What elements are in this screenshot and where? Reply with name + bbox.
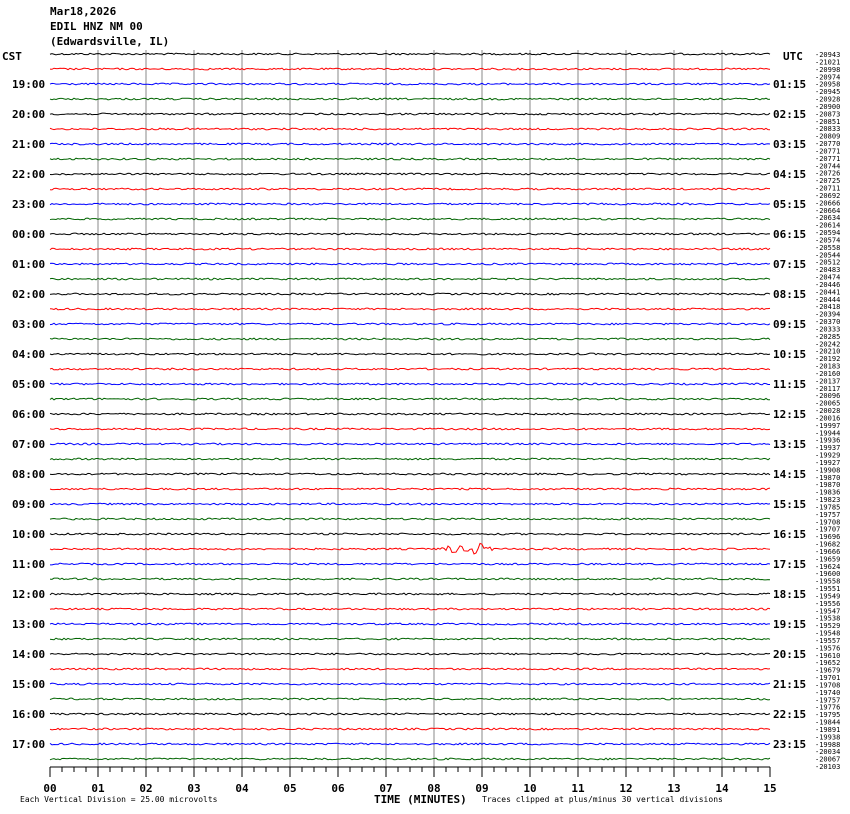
- left-time-label: 11:00: [12, 558, 46, 571]
- trace-offset-label: -20851: [815, 117, 841, 126]
- trace-offset-label: -20183: [815, 362, 841, 371]
- trace-offset-label: -20444: [815, 295, 841, 304]
- right-time-label: 13:15: [773, 438, 807, 451]
- trace-offset-label: -19997: [815, 421, 841, 430]
- x-tick-label: 02: [139, 782, 153, 795]
- trace-line: [50, 503, 770, 505]
- left-time-label: 09:00: [12, 498, 46, 511]
- trace-offset-label: -19927: [815, 458, 841, 467]
- trace-offset-label: -20034: [815, 748, 841, 757]
- right-time-label: 18:15: [773, 588, 807, 601]
- right-time-label: 08:15: [773, 288, 807, 301]
- x-tick-label: 15: [763, 782, 777, 795]
- trace-line: [50, 428, 770, 430]
- trace-offset-label: -20192: [815, 355, 841, 364]
- trace-offset-label: -19836: [815, 488, 841, 497]
- right-time-label: 16:15: [773, 528, 807, 541]
- trace-offset-label: -19785: [815, 503, 841, 512]
- trace-offset-label: -20974: [815, 73, 841, 82]
- right-time-label: 15:15: [773, 498, 807, 511]
- trace-offset-label: -20594: [815, 229, 841, 237]
- trace-offset-label: -20809: [815, 132, 841, 141]
- trace-line: [50, 128, 770, 130]
- trace-line: [50, 368, 770, 370]
- location-label: (Edwardsville, IL): [50, 35, 170, 48]
- trace-line: [50, 743, 770, 745]
- left-time-label: 06:00: [12, 408, 46, 421]
- trace-offset-label: -19538: [815, 614, 841, 623]
- scale-note: Each Vertical Division = 25.00 microvolts: [20, 795, 218, 804]
- right-time-label: 09:15: [773, 318, 807, 331]
- left-time-label: 12:00: [12, 588, 46, 601]
- trace-offset-label: -20483: [815, 266, 841, 275]
- right-time-label: 01:15: [773, 78, 807, 91]
- trace-line: [50, 668, 770, 670]
- trace-line: [50, 203, 770, 205]
- trace-offset-label: -20065: [815, 399, 841, 408]
- left-time-label: 01:00: [12, 258, 46, 271]
- right-time-labels: [773, 78, 806, 751]
- trace-offset-label: -19908: [815, 466, 841, 475]
- trace-offset-label: -19548: [815, 629, 841, 638]
- trace-offset-label: -19929: [815, 451, 841, 460]
- trace-offset-label: -19624: [815, 562, 841, 571]
- trace-line: [50, 398, 770, 400]
- trace-offset-label: -19757: [815, 696, 841, 705]
- trace-offset-label: -19696: [815, 533, 841, 542]
- trace-offset-label: -19682: [815, 540, 841, 549]
- trace-line: [50, 638, 770, 640]
- trace-offset-label: -20943: [815, 51, 841, 59]
- left-time-label: 22:00: [12, 168, 46, 181]
- trace-offset-label: -20137: [815, 377, 841, 386]
- trace-offset-label: -20574: [815, 236, 841, 245]
- trace-line: [50, 158, 770, 160]
- x-tick-label: 08: [427, 782, 441, 795]
- trace-offset-label: -20285: [815, 332, 841, 341]
- trace-offset-label: -19551: [815, 585, 841, 593]
- trace-offset-label: -20117: [815, 384, 841, 393]
- trace-line: [50, 188, 770, 190]
- trace-offset-label: -20028: [815, 407, 841, 415]
- trace-offset-label: -19576: [815, 644, 841, 653]
- left-time-label: 02:00: [12, 288, 46, 301]
- trace-offset-label: -20016: [815, 414, 841, 423]
- trace-offset-label: -19795: [815, 711, 841, 720]
- trace-line: [50, 218, 770, 220]
- trace-line: [50, 653, 770, 655]
- x-axis-ticks: [43, 767, 776, 795]
- trace-offset-label: -20474: [815, 273, 841, 282]
- left-time-label: 15:00: [12, 678, 46, 691]
- right-time-label: 10:15: [773, 348, 807, 361]
- x-tick-label: 05: [283, 782, 297, 795]
- left-time-label: 08:00: [12, 468, 46, 481]
- x-tick-label: 07: [379, 782, 393, 795]
- trace-offset-label: -19708: [815, 681, 841, 690]
- right-time-label: 19:15: [773, 618, 807, 631]
- trace-offset-label: -19944: [815, 429, 841, 438]
- right-time-label: 03:15: [773, 138, 807, 151]
- x-tick-label: 00: [43, 782, 57, 795]
- trace-line: [50, 533, 770, 535]
- trace-line: [50, 68, 770, 70]
- right-zone-label: UTC: [783, 50, 803, 63]
- trace-line: [50, 173, 770, 175]
- trace-offset-label: -19600: [815, 570, 841, 579]
- trace-offset-label: -21021: [815, 58, 841, 67]
- left-time-label: 13:00: [12, 618, 46, 631]
- date-label: Mar18,2026: [50, 5, 117, 18]
- trace-line: [50, 488, 770, 490]
- trace-offset-label: -19776: [815, 703, 841, 712]
- trace-line: [50, 323, 770, 325]
- x-tick-label: 10: [523, 782, 537, 795]
- trace-offset-label: -20558: [815, 243, 841, 252]
- trace-line: [50, 563, 770, 565]
- trace-offset-label: -19549: [815, 592, 841, 601]
- trace-line: [50, 248, 770, 250]
- trace-offset-label: -20692: [815, 191, 841, 200]
- trace-offset-label: -20771: [815, 154, 841, 163]
- x-tick-label: 09: [475, 782, 489, 795]
- right-time-label: 17:15: [773, 558, 807, 571]
- trace-line: [50, 578, 770, 580]
- right-time-label: 22:15: [773, 708, 807, 721]
- trace-line: [50, 113, 770, 115]
- left-time-label: 00:00: [12, 228, 46, 241]
- right-time-label: 20:15: [773, 648, 807, 661]
- trace-offset-label: -20666: [815, 199, 841, 208]
- trace-line: [50, 728, 770, 730]
- trace-offset-label: -19757: [815, 510, 841, 519]
- trace-offset-label: -19870: [815, 473, 841, 482]
- trace-offset-label: -19740: [815, 688, 841, 697]
- left-time-label: 10:00: [12, 528, 46, 541]
- right-time-label: 21:15: [773, 678, 807, 691]
- right-time-label: 14:15: [773, 468, 807, 481]
- trace-line: [50, 233, 770, 235]
- trace-offset-label: -20770: [815, 140, 841, 148]
- trace-offset-label: -19708: [815, 518, 841, 527]
- trace-line: [50, 338, 770, 340]
- trace-offset-label: -20096: [815, 392, 841, 401]
- trace-offset-label: -20900: [815, 102, 841, 111]
- trace-offset-label: -20725: [815, 177, 841, 186]
- trace-offset-label: -19610: [815, 651, 841, 660]
- trace-offset-label: -19938: [815, 733, 841, 742]
- trace-offset-label: -20418: [815, 303, 841, 312]
- x-tick-label: 12: [619, 782, 633, 795]
- trace-offset-label: -19891: [815, 725, 841, 734]
- grid-lines: [98, 50, 722, 767]
- trace-line: [50, 308, 770, 310]
- trace-offset-label: -20210: [815, 347, 841, 356]
- x-axis-label: TIME (MINUTES): [374, 793, 467, 806]
- left-time-labels: [12, 78, 45, 751]
- x-tick-label: 03: [187, 782, 201, 795]
- trace-line: [50, 383, 770, 385]
- trace-offset-label: -20614: [815, 221, 841, 230]
- trace-line: [50, 293, 770, 295]
- trace-line: [50, 608, 770, 610]
- x-tick-label: 04: [235, 782, 249, 795]
- trace-line: [50, 683, 770, 685]
- trace-line: [50, 543, 770, 554]
- trace-offset-label: -19557: [815, 636, 841, 645]
- left-time-label: 03:00: [12, 318, 46, 331]
- right-time-label: 12:15: [773, 408, 807, 421]
- trace-line: [50, 593, 770, 595]
- right-time-label: 11:15: [773, 378, 807, 391]
- trace-offset-label: -20333: [815, 325, 841, 334]
- trace-line: [50, 518, 770, 520]
- left-time-label: 14:00: [12, 648, 46, 661]
- trace-offset-label: -19666: [815, 547, 841, 556]
- trace-offset-label: -20833: [815, 125, 841, 134]
- trace-line: [50, 263, 770, 265]
- trace-offset-label: -20744: [815, 162, 841, 171]
- trace-offset-label: -20370: [815, 318, 841, 326]
- trace-line: [50, 83, 770, 85]
- left-time-label: 05:00: [12, 378, 46, 391]
- trace-offset-label: -20160: [815, 369, 841, 378]
- trace-offset-label: -20711: [815, 184, 841, 193]
- left-time-label: 07:00: [12, 438, 46, 451]
- trace-offset-label: -19529: [815, 622, 841, 631]
- left-time-label: 04:00: [12, 348, 46, 361]
- trace-offset-label: -20771: [815, 147, 841, 156]
- trace-line: [50, 98, 770, 100]
- trace-offset-label: -20441: [815, 288, 841, 297]
- trace-line: [50, 278, 770, 280]
- left-time-label: 21:00: [12, 138, 46, 151]
- x-tick-label: 14: [715, 782, 729, 795]
- x-tick-label: 06: [331, 782, 345, 795]
- trace-offset-label: -20998: [815, 65, 841, 74]
- clip-note: Traces clipped at plus/minus 30 vertical divisions: [482, 795, 723, 804]
- trace-offset-label: -19558: [815, 577, 841, 586]
- x-tick-label: 13: [667, 782, 681, 795]
- trace-line: [50, 443, 770, 445]
- trace-offset-label: -20394: [815, 310, 841, 319]
- right-time-label: 06:15: [773, 228, 807, 241]
- trace-offset-label: -20726: [815, 169, 841, 178]
- trace-offset-label: -20067: [815, 755, 841, 764]
- trace-line: [50, 143, 770, 145]
- trace-offset-label: -19937: [815, 444, 841, 453]
- trace-line: [50, 758, 770, 760]
- trace-line: [50, 458, 770, 460]
- trace-offset-label: -20664: [815, 206, 841, 215]
- trace-offset-label: -19936: [815, 436, 841, 445]
- right-time-label: 02:15: [773, 108, 807, 121]
- trace-offset-label: -20544: [815, 251, 841, 260]
- left-time-label: 19:00: [12, 78, 46, 91]
- trace-offset-label: -19652: [815, 659, 841, 668]
- trace-offset-label: -20928: [815, 95, 841, 104]
- trace-line: [50, 713, 770, 715]
- trace-line: [50, 353, 770, 355]
- right-time-label: 07:15: [773, 258, 807, 271]
- trace-offset-label: -20873: [815, 110, 841, 119]
- left-zone-label: CST: [2, 50, 22, 63]
- trace-group: [50, 53, 770, 760]
- trace-offset-label: -20512: [815, 258, 841, 267]
- trace-offset-label: -19823: [815, 496, 841, 504]
- station-label: EDIL HNZ NM 00: [50, 20, 143, 33]
- trace-offset-label: -19679: [815, 666, 841, 675]
- trace-offset-label: -19547: [815, 607, 841, 616]
- right-time-label: 23:15: [773, 738, 807, 751]
- trace-line: [50, 698, 770, 700]
- trace-offset-label: -19659: [815, 555, 841, 564]
- trace-offset-label: -19844: [815, 718, 841, 727]
- left-time-label: 20:00: [12, 108, 46, 121]
- x-tick-label: 01: [91, 782, 105, 795]
- trace-offset-label: -20945: [815, 88, 841, 97]
- left-time-label: 17:00: [12, 738, 46, 751]
- trace-offset-label: -19870: [815, 481, 841, 490]
- trace-offset-label: -19701: [815, 674, 841, 682]
- trace-line: [50, 413, 770, 415]
- right-time-label: 04:15: [773, 168, 807, 181]
- x-tick-label: 11: [571, 782, 585, 795]
- trace-offset-label: -20242: [815, 340, 841, 349]
- trace-offset-label: -20958: [815, 80, 841, 89]
- trace-offset-label: -19988: [815, 740, 841, 749]
- trace-offset-label: -20634: [815, 214, 841, 223]
- trace-offset-label: -20446: [815, 280, 841, 289]
- trace-offset-labels: [815, 51, 840, 771]
- trace-line: [50, 623, 770, 625]
- trace-offset-label: -19707: [815, 525, 841, 534]
- trace-offset-label: -20103: [815, 763, 841, 771]
- left-time-label: 16:00: [12, 708, 46, 721]
- trace-line: [50, 53, 770, 55]
- trace-line: [50, 473, 770, 475]
- left-time-label: 23:00: [12, 198, 46, 211]
- right-time-label: 05:15: [773, 198, 807, 211]
- trace-offset-label: -19556: [815, 599, 841, 608]
